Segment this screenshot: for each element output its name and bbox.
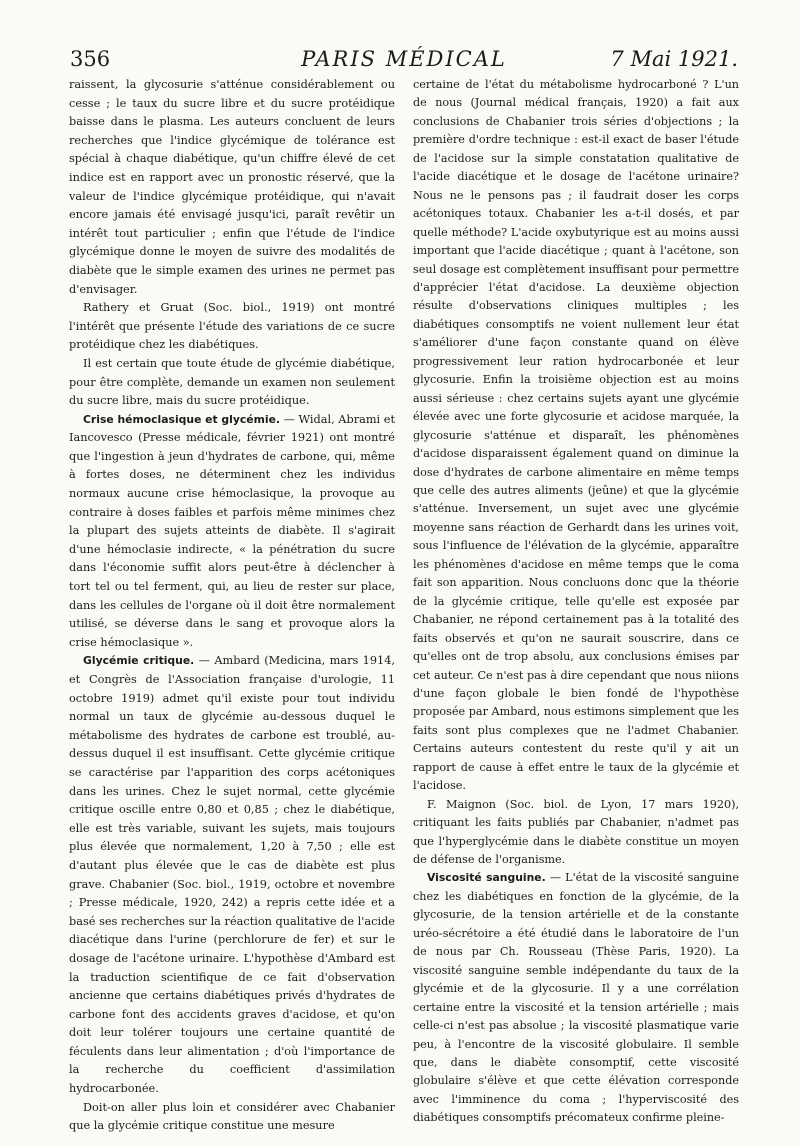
paragraph: Doit-on aller plus loin et considérer avec Chabanier que la glycémie critique constitue une mesure <box>69 1100 395 1133</box>
paragraph: certaine de l'état du métabolisme hydrocarboné ? L'un de nous (Journal médical français, 1920) a fait aux conclusions de Chabanier trois séries d'objections ; la première d'ordre technique : est-il exact de baser l'étude de l'acidose sur la simple constatation qualitative de l'acide diacétique et le dosage de l'acétone urinaire? Nous ne le pensons pas ; il faudrait doser les corps acétoniques totaux. Chabanier les a-t-il dosés, et par quelle méthode? L'acide oxybutyrique est au moins aussi important que l'acide diacétique ; quant à l'acétone, son seul dosage est complètement insuffisant pour permettre d'apprécier l'état d'acidose. La deuxième objection résulte d'observations cliniques multiples ; les diabétiques consomptifs ne voient nullement leur état s'améliorer d'une façon constante quand on élève progressivement leur ration hydrocarbonée et leur glycosurie. Enfin la troisième objection est au moins aussi sérieuse : chez certains sujets ayant une glycémie élevée avec une forte glycosurie et acidose marquée, la glycosurie s'atténue et disparaît, les phénomènes d'acidose disparaissent également quand on diminue la dose d'hydrates de carbone alimentaire en même temps que celle des autres aliments (jeûne) et que la glycémie s'atténue. Inversement, un sujet avec une glycémie moyenne sans réaction de Gerhardt dans les urines voit, sous l'influence de l'élévation de la glycémie, apparaître les phénomènes d'acidose en même temps que le coma fait son apparition. Nous concluons donc que la théorie de la glycémie critique, telle qu'elle est exposée par Chabanier, ne répond certainement pas à la totalité des faits observés et qu'on ne saurait souscrire, dans ce qu'elles ont de trop absolu, aux conclusions émises par cet auteur. Ce n'est pas à dire cependant que nous niions d'une façon globale le bien fondé de l'hypothèse proposée par Ambard, nous estimons simplement que les faits sont plus complexes que ne l'admet Chabanier. Certains auteurs contestent du reste qu'il y ait un rapport de cause à effet entre le taux de la glycémie et l'acidose. <box>413 78 739 793</box>
paragraph: F. Maignon (Soc. biol. de Lyon, 17 mars 1920), critiquant les faits publiés par Chabanier, n'admet pas que l'hyperglycémie dans le diabète constitue un moyen de défense de l'organisme. <box>413 797 739 867</box>
section-paragraph <box>413 869 739 1127</box>
paragraph: raissent, la glycosurie s'atténue considérablement ou cesse ; le taux du sucre libre et du sucre protéidique baisse dans le plasma. Les auteurs concluent de leurs recherches que l'indice glycémique de tolérance est spécial à chaque diabétique, qu'un chiffre élevé de cet indice est en rapport avec un pronostic réservé, que la valeur de l'indice glycémique protéidique, qui n'avait encore jamais été envisagé jusqu'ici, paraît revêtir un intérêt tout particulier ; enfin que l'étude de l'indice glycémique donne le moyen de suivre des modalités de diabète que le simple examen des urines ne permet pas d'envisager. <box>69 78 395 296</box>
section-heading: Viscosité sanguine. <box>427 871 546 885</box>
section-text: — Ambard (Medicina, mars 1914, et Congrès de l'Association française d'urologie, 11 octobre 1919) admet qu'il existe pour tout individu normal un taux de glycémie au-dessous duquel le métabolisme des hydrates de carbone est troublé, au-dessus duquel il est insuffisant. Cette glycémie critique se caractérise par l'apparition des corps acétoniques dans les urines. Chez le sujet normal, cette glycémie critique oscille entre 0,80 et 0,85 ; chez le diabétique, elle est très variable, suivant les sujets, mais toujours plus élevée que normalement, 1,20 à 7,50 ; elle est d'autant plus élevée que le cas de diabète est plus grave. Chabanier (Soc. biol., 1919, octobre et novembre ; Presse médicale, 1920, 242) a repris cette idée et a basé ses recherches sur la réaction qualitative de l'acide diacétique dans l'urine (perchlorure de fer) et sur le dosage de l'acétone urinaire. L'hypothèse d'Ambard est la traduction scientifique de ce fait d'observation ancienne que certains diabétiques privés d'hydrates de carbone font des accidents graves d'acidose, et qu'on doit leur tolérer toujours une certaine quantité de féculents dans leur alimentation ; d'où l'importance de la recherche du coefficient d'assimilation hydrocarbonée. <box>69 654 395 1096</box>
journal-title: PARIS MÉDICAL <box>301 47 507 71</box>
right-column <box>413 76 739 1128</box>
section-paragraph <box>69 652 395 1098</box>
section-text: — L'état de la viscosité sanguine chez les diabétiques en fonction de la glycémie, de la glycosurie, de la tension artérielle et de la constante uréo-sécrétoire a été étudié dans le laboratoire de l'un de nous par Ch. Rousseau (Thèse Paris, 1920). La viscosité sanguine semble indépendante du taux de la glycémie et de la glycosurie. Il y a une corrélation certaine entre la viscosité et la tension artérielle ; mais celle-ci n'est pas absolue ; la viscosité plasmatique varie peu, à l'encontre de la viscosité globulaire. Il semble que, dans le diabète consomptif, cette viscosité globulaire s'élève et que cette élévation corresponde avec l'imminence du coma ; l'hyperviscosité des diabétiques consomptifs précomateux confirme pleine- <box>413 871 740 1125</box>
section-heading: Crise hémoclasique et glycémie. <box>83 412 280 426</box>
left-column <box>69 76 395 1136</box>
paragraph: Rathery et Gruat (Soc. biol., 1919) ont montré l'intérêt que présente l'étude des variations de ce sucre protéidique chez les diabétiques. <box>69 301 395 352</box>
section-heading: Glycémie critique. <box>83 654 195 668</box>
section-paragraph <box>69 411 395 653</box>
page-number: 356 <box>70 47 111 71</box>
issue-date: 7 Mai 1921. <box>610 47 738 71</box>
section-text: — Widal, Abrami et Iancovesco (Presse médicale, février 1921) ont montré que l'ingestion à jeun d'hydrates de carbone, qui, même à fortes doses, ne déterminent chez les individus normaux aucune crise hémoclasique, la provoque au contraire à doses faibles et parfois même minimes chez la plupart des sujets atteints de diabète. Il s'agirait d'une hémoclasie indirecte, « la pénétration du sucre dans l'économie suffit alors peut-être à déclencher à tort tel ou tel ferment, qui, au lieu de rester sur place, dans les cellules de l'organe où il doit être normalement utilisé, se déverse dans le sang et provoque alors la crise hémoclasique ». <box>69 412 395 649</box>
page-header <box>70 44 738 74</box>
paragraph: Il est certain que toute étude de glycémie diabétique, pour être complète, demande un examen non seulement du sucre libre, mais du sucre protéidique. <box>69 356 395 408</box>
